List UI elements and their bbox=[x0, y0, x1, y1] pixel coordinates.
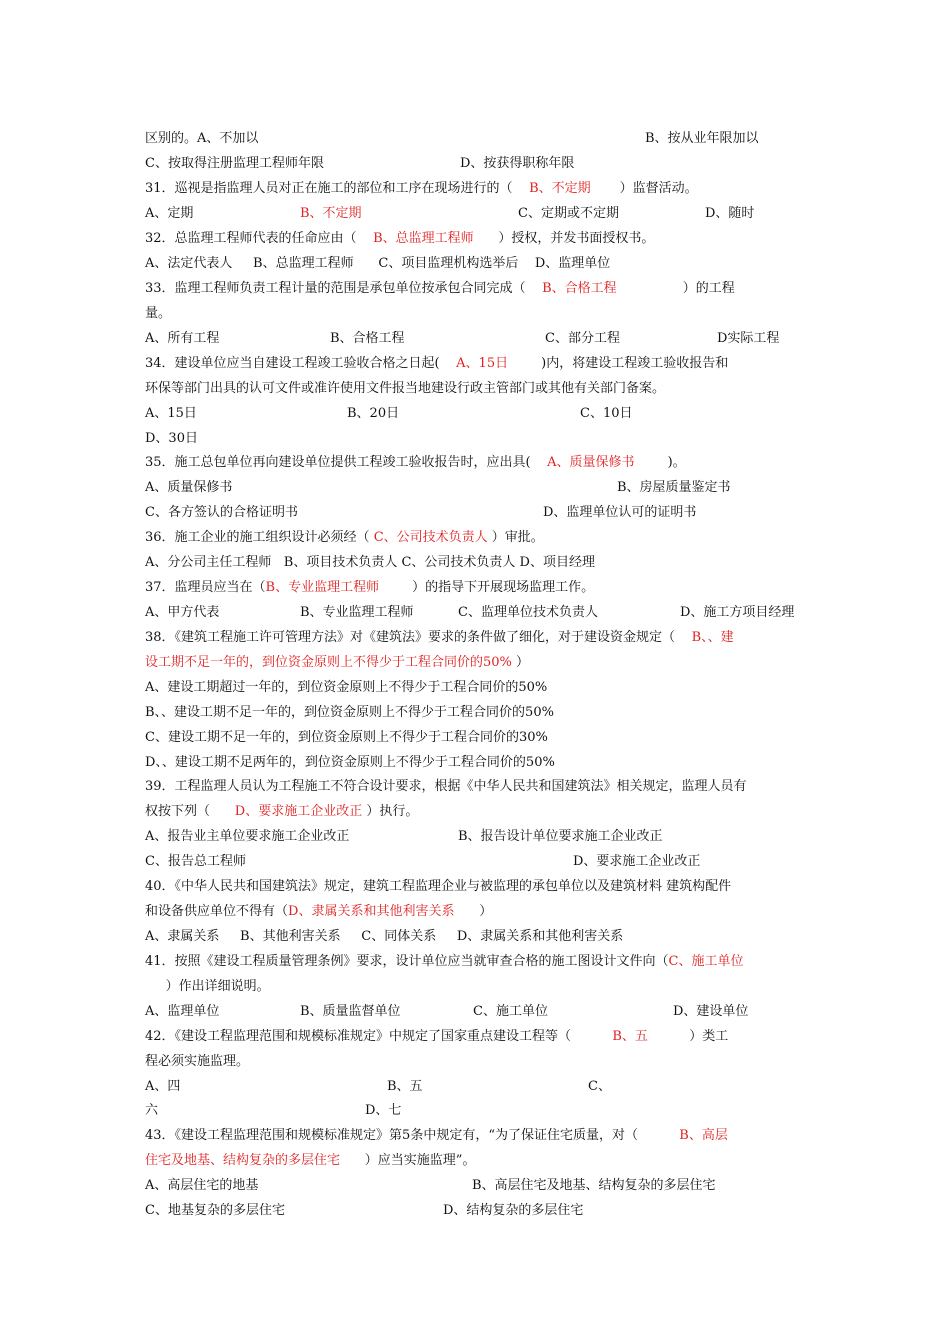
line-text: A、分公司主任工程师 B、项目技术负责人 C、公司技术负责人 D、项目经理 bbox=[145, 555, 595, 570]
answer-text: B、高层 bbox=[679, 1128, 728, 1143]
text-line bbox=[145, 876, 731, 898]
answer-text: D、要求施工企业改正 bbox=[234, 804, 363, 819]
line-text: ）的指导下开展现场监理工作。 bbox=[379, 580, 595, 595]
option-text: C、监理单位技术负责人 bbox=[458, 605, 598, 620]
text-line bbox=[145, 403, 633, 425]
option-text: B、高层住宅及地基、结构复杂的多层住宅 bbox=[472, 1178, 716, 1193]
answer-text: B、专业监理工程师 bbox=[265, 580, 380, 595]
line-text: )。 bbox=[634, 455, 686, 470]
line-text: D、、建设工期不足两年的，到位资金原则上不得少于工程合同价的50% bbox=[145, 755, 555, 770]
line-text: D、30日 bbox=[145, 431, 198, 446]
line-text: A、监理单位 bbox=[145, 1004, 220, 1019]
line-text: )内，将建设工程竣工验收报告和 bbox=[508, 356, 729, 371]
option-text: D、建设单位 bbox=[673, 1004, 749, 1019]
option-text: D、七 bbox=[365, 1103, 402, 1118]
option-text: C、定期或不定期 bbox=[518, 206, 619, 221]
option-text: D实际工程 bbox=[717, 331, 780, 346]
answer-text: B、五 bbox=[612, 1029, 648, 1044]
line-text: A、建设工期超过一年的，到位资金原则上不得少于工程合同价的50% bbox=[145, 680, 548, 695]
option-text: C、部分工程 bbox=[545, 331, 620, 346]
line-text: ）执行。 bbox=[362, 804, 419, 819]
line-text: A、法定代表人 B、总监理工程师 C、项目监理机构选举后 D、监理单位 bbox=[145, 256, 611, 271]
line-text: 31．巡视是指监理人员对正在施工的部位和工序在现场进行的（ bbox=[145, 181, 530, 196]
text-line bbox=[145, 851, 701, 873]
line-text: C、各方签认的合格证明书 bbox=[145, 505, 298, 520]
line-text: B、、建设工期不足一年的，到位资金原则上不得少于工程合同价的50% bbox=[145, 705, 554, 720]
option-text: B、房屋质量鉴定书 bbox=[617, 480, 731, 495]
answer-text: B、不定期 bbox=[529, 181, 591, 196]
text-line bbox=[145, 303, 171, 325]
option-text: B、按从业年限加以 bbox=[645, 131, 759, 146]
text-line bbox=[145, 1076, 611, 1098]
text-line bbox=[145, 577, 594, 599]
line-text: C、地基复杂的多层住宅 bbox=[145, 1203, 285, 1218]
line-text: 区别的。A、不加以 bbox=[145, 131, 259, 146]
answer-text: C、公司技术负责人 bbox=[373, 530, 488, 545]
text-line bbox=[145, 1175, 716, 1197]
text-line bbox=[145, 926, 623, 948]
text-line bbox=[145, 1125, 728, 1147]
text-line bbox=[145, 951, 744, 973]
line-text: 37．监理员应当在（ bbox=[145, 580, 266, 595]
text-line bbox=[145, 452, 686, 474]
line-text: C、报告总工程师 bbox=[145, 854, 246, 869]
line-text: 40．《中华人民共和国建筑法》规定，建筑工程监理企业与被监理的承包单位以及建筑材料 建筑构配件 bbox=[145, 879, 732, 894]
text-line bbox=[145, 228, 654, 250]
line-text: C、按取得注册监理工程师年限 bbox=[145, 156, 324, 171]
answer-text: D、隶属关系和其他利害关系 bbox=[288, 904, 455, 919]
line-text: ）监督活动。 bbox=[590, 181, 698, 196]
line-text: 35．施工总包单位再向建设单位提供工程竣工验收报告时，应出具( bbox=[145, 455, 548, 470]
line-text: 42．《建设工程监理范围和规模标准规定》中规定了国家重点建设工程等（ bbox=[145, 1029, 613, 1044]
answer-text: C、施工单位 bbox=[668, 954, 744, 969]
line-text: A、高层住宅的地基 bbox=[145, 1178, 259, 1193]
line-text: ） bbox=[511, 655, 530, 670]
line-text: 38．《建筑工程施工许可管理方法》对《建筑法》要求的条件做了细化，对于建设资金规定（ bbox=[145, 630, 692, 645]
option-text: D、施工方项目经理 bbox=[680, 605, 795, 620]
answer-text: A、15日 bbox=[456, 356, 509, 371]
line-text: A、15日 bbox=[145, 406, 197, 421]
text-line bbox=[145, 428, 198, 450]
text-line bbox=[145, 901, 492, 923]
option-text: C、施工单位 bbox=[473, 1004, 548, 1019]
text-line bbox=[145, 826, 663, 848]
answer-text: B、、建 bbox=[691, 630, 734, 645]
line-text: ）类工 bbox=[647, 1029, 729, 1044]
text-line bbox=[145, 203, 755, 225]
text-line bbox=[145, 378, 665, 400]
option-text: C、10日 bbox=[580, 406, 633, 421]
answer-text: B、总监理工程师 bbox=[373, 231, 474, 246]
line-text: ） bbox=[454, 904, 493, 919]
line-text: A、报告业主单位要求施工企业改正 bbox=[145, 829, 350, 844]
answer-text: 设工期不足一年的，到位资金原则上不得少于工程合同价的50% bbox=[145, 655, 512, 670]
line-text: A、甲方代表 bbox=[145, 605, 220, 620]
text-line bbox=[145, 1051, 249, 1073]
text-line bbox=[145, 976, 270, 998]
option-text: D、监理单位认可的证明书 bbox=[543, 505, 697, 520]
line-text: ）授权，并发书面授权书。 bbox=[473, 231, 655, 246]
text-line bbox=[145, 278, 735, 300]
text-line bbox=[145, 253, 610, 275]
option-text: D、结构复杂的多层住宅 bbox=[443, 1203, 584, 1218]
line-text: 量。 bbox=[145, 306, 172, 321]
text-line bbox=[145, 1100, 402, 1122]
line-text: 和设备供应单位不得有（ bbox=[145, 904, 289, 919]
text-line bbox=[145, 627, 734, 649]
option-text: D、随时 bbox=[705, 206, 755, 221]
text-line bbox=[145, 328, 780, 350]
option-text: D、要求施工企业改正 bbox=[573, 854, 701, 869]
text-line bbox=[145, 1200, 584, 1222]
answer-option: B、不定期 bbox=[300, 206, 362, 221]
text-line bbox=[145, 178, 698, 200]
line-text: 43．《建设工程监理范围和规模标准规定》第5条中规定有，“为了保证住宅质量，对（ bbox=[145, 1128, 680, 1143]
line-text: 权按下列（ bbox=[145, 804, 235, 819]
text-line bbox=[145, 727, 548, 749]
line-text: A、质量保修书 bbox=[145, 480, 233, 495]
option-text: B、专业监理工程师 bbox=[300, 605, 414, 620]
line-text: 六 bbox=[145, 1103, 159, 1118]
line-text: 程必须实施监理。 bbox=[145, 1054, 250, 1069]
line-text: ）的工程 bbox=[616, 281, 735, 296]
answer-text: B、合格工程 bbox=[542, 281, 617, 296]
option-text: D、按获得职称年限 bbox=[460, 156, 575, 171]
line-text: 33．监理工程师负责工程计量的范围是承包单位按承包合同完成（ bbox=[145, 281, 543, 296]
text-line bbox=[145, 128, 759, 150]
text-line bbox=[145, 502, 697, 524]
text-line bbox=[145, 1026, 728, 1048]
answer-text: 住宅及地基、结构复杂的多层住宅 bbox=[145, 1153, 341, 1168]
line-text: ）审批。 bbox=[487, 530, 544, 545]
option-text: B、20日 bbox=[347, 406, 400, 421]
text-line bbox=[145, 652, 529, 674]
line-text: 41．按照《建设工程质量管理条例》要求，设计单位应当就审查合格的施工图设计文件向（ bbox=[145, 954, 669, 969]
text-line bbox=[145, 602, 795, 624]
line-text: C、建设工期不足一年的，到位资金原则上不得少于工程合同价的30% bbox=[145, 730, 548, 745]
line-text: A、四 bbox=[145, 1079, 181, 1094]
text-line bbox=[145, 1001, 749, 1023]
line-text: A、隶属关系 B、其他利害关系 C、同体关系 D、隶属关系和其他利害关系 bbox=[145, 929, 624, 944]
line-text: 34．建设单位应当自建设工程竣工验收合格之日起( bbox=[145, 356, 457, 371]
text-line bbox=[145, 552, 595, 574]
option-text: C、 bbox=[588, 1079, 611, 1094]
option-text: B、质量监督单位 bbox=[300, 1004, 401, 1019]
option-text: B、五 bbox=[387, 1079, 423, 1094]
text-line bbox=[145, 527, 544, 549]
text-line bbox=[145, 776, 747, 798]
option-text: B、报告设计单位要求施工企业改正 bbox=[458, 829, 663, 844]
text-line bbox=[145, 702, 554, 724]
line-text: 39．工程监理人员认为工程施工不符合设计要求，根据《中华人民共和国建筑法》相关规定，监理人员有 bbox=[145, 779, 747, 794]
option-text: B、合格工程 bbox=[330, 331, 405, 346]
line-text: A、定期 bbox=[145, 206, 194, 221]
answer-text: A、质量保修书 bbox=[547, 455, 635, 470]
line-text: 32．总监理工程师代表的任命应由（ bbox=[145, 231, 374, 246]
line-text: 36．施工企业的施工组织设计必须经（ bbox=[145, 530, 374, 545]
text-line bbox=[145, 1150, 475, 1172]
line-text: ）应当实施监理”。 bbox=[340, 1153, 476, 1168]
text-line bbox=[145, 801, 418, 823]
line-text: ）作出详细说明。 bbox=[145, 979, 270, 994]
text-line bbox=[145, 677, 547, 699]
text-line bbox=[145, 353, 728, 375]
text-line bbox=[145, 477, 731, 499]
text-line bbox=[145, 752, 555, 774]
line-text: 环保等部门出具的认可文件或准许使用文件报当地建设行政主管部门或其他有关部门备案。 bbox=[145, 381, 666, 396]
line-text: A、所有工程 bbox=[145, 331, 220, 346]
text-line bbox=[145, 153, 575, 175]
